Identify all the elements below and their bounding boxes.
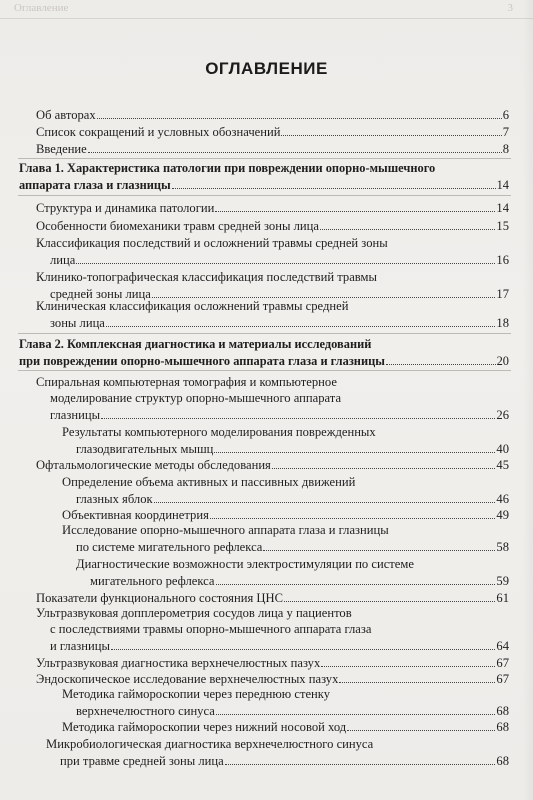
toc-entry-title: Об авторах	[36, 108, 96, 122]
toc-entry-title-line: верхнечелюстного синуса	[76, 704, 215, 718]
toc-entry-title-line: глазных яблок	[76, 492, 153, 506]
toc-page-number: 68	[496, 754, 509, 768]
page-edge-shadow	[523, 0, 533, 800]
toc-entry[interactable]	[62, 718, 509, 735]
dot-leader	[272, 456, 496, 469]
toc-entry-title: Методика гаймороскопии через нижний носовой ход	[62, 720, 347, 734]
toc-entry[interactable]	[36, 235, 509, 268]
chapter-divider	[18, 333, 511, 334]
toc-entry-title-line: Исследование опорно-мышечного аппарата глаза и глазницы	[62, 523, 389, 537]
toc-entry-title-line: зоны лица	[50, 316, 105, 330]
toc-page-number: 40	[496, 442, 509, 456]
toc-entry-title-line: глазодвигательных мышц	[76, 442, 214, 456]
toc-chapter-entry[interactable]	[19, 160, 509, 193]
toc-page-number: 58	[496, 540, 509, 554]
dot-leader	[216, 702, 496, 715]
dot-leader	[281, 123, 501, 136]
dot-leader	[111, 637, 495, 650]
toc-entry-title-line: Определение объема активных и пассивных движений	[62, 475, 356, 489]
toc-entry[interactable]	[62, 522, 509, 555]
toc-entry-title-line: Результаты компьютерного моделирования поврежденных	[62, 425, 376, 439]
toc-entry-title: Ультразвуковая диагностика верхнечелюстных пазух	[36, 656, 321, 670]
toc-entry-title: Эндоскопическое исследование верхнечелюстных пазух	[36, 672, 339, 686]
toc-chapter-title-line: аппарата глаза и глазницы	[19, 178, 171, 192]
toc-entry-title: Офтальмологические методы обследования	[36, 458, 271, 472]
toc-entry-title-line: Классификация последствий и осложнений травмы средней зоны	[36, 236, 388, 250]
toc-page-number: 68	[496, 720, 509, 734]
toc-entry[interactable]	[36, 298, 509, 331]
toc-page-number: 14	[496, 178, 509, 192]
toc-entry[interactable]	[36, 654, 509, 671]
toc-page-number: 45	[496, 458, 509, 472]
dot-leader	[172, 176, 496, 189]
toc-entry[interactable]	[36, 589, 509, 606]
toc-page-number: 16	[496, 253, 509, 267]
toc-entry[interactable]	[36, 670, 509, 687]
toc-entry[interactable]	[36, 217, 509, 234]
toc-page-number: 67	[496, 656, 509, 670]
dot-leader	[154, 490, 496, 503]
toc-page-number: 59	[496, 574, 509, 588]
toc-entry[interactable]	[36, 106, 509, 123]
toc-page-number: 7	[502, 125, 509, 139]
dot-leader	[152, 285, 496, 298]
toc-page-number: 18	[496, 316, 509, 330]
toc-entry-title-line: Диагностические возможности электростимуляции по системе	[76, 557, 414, 571]
toc-entry-title: Структура и динамика патологии	[36, 201, 215, 215]
dot-leader	[97, 106, 502, 119]
dot-leader	[263, 538, 495, 551]
toc-chapter-entry[interactable]	[19, 336, 509, 369]
chapter-divider	[18, 158, 511, 159]
dot-leader	[225, 752, 496, 765]
dot-leader	[216, 572, 496, 585]
dot-leader	[106, 314, 496, 327]
toc-entry-title: Список сокращений и условных обозначений	[36, 125, 281, 139]
toc-page-number: 8	[502, 142, 509, 156]
toc-page-number: 15	[496, 219, 509, 233]
toc-entry[interactable]	[36, 199, 509, 216]
dot-leader	[386, 352, 496, 365]
toc-entry-title: Особенности биомеханики травм средней зоны лица	[36, 219, 319, 233]
toc-entry-title: Введение	[36, 142, 87, 156]
toc-entry-title: Показатели функционального состояния ЦНС	[36, 591, 283, 605]
toc-entry-title-line: Клиническая классификация осложнений травмы средней	[36, 299, 349, 313]
dot-leader	[321, 654, 495, 667]
toc-page-number: 26	[496, 408, 509, 422]
dot-leader	[76, 251, 495, 264]
dot-leader	[320, 217, 495, 230]
toc-chapter-title-line: Глава 1. Характеристика патологии при повреждении опорно-мышечного	[19, 161, 436, 175]
toc-entry[interactable]	[62, 424, 509, 457]
toc-entry-title-line: Клинико-топографическая классификация последствий травмы	[36, 270, 377, 284]
toc-page-number: 67	[496, 672, 509, 686]
toc-page-number: 46	[496, 492, 509, 506]
toc-entry[interactable]	[62, 474, 509, 507]
toc-entry[interactable]	[36, 605, 509, 654]
dot-leader	[339, 670, 495, 683]
running-header-left: Оглавление	[14, 2, 69, 14]
toc-entry-title-line: лица	[50, 253, 76, 267]
toc-page-number: 49	[496, 508, 509, 522]
toc-entry[interactable]	[36, 140, 509, 157]
toc-entry[interactable]	[36, 456, 509, 473]
running-header-right: 3	[507, 2, 513, 14]
toc-entry-title-line: средней зоны лица	[50, 287, 151, 301]
page-title: ОГЛАВЛЕНИЕ	[205, 59, 328, 78]
toc-entry-title-line: Спиральная компьютерная томография и компьютерное	[36, 375, 337, 389]
toc-page-number: 17	[496, 287, 509, 301]
toc-entry-title: Объективная координетрия	[62, 508, 209, 522]
toc-chapter-title-line: при повреждении опорно-мышечного аппарата глаза и глазницы	[19, 354, 385, 368]
toc-page-number: 6	[502, 108, 509, 122]
dot-leader	[88, 140, 502, 153]
toc-page-number: 64	[496, 639, 509, 653]
toc-page-number: 14	[496, 201, 509, 215]
chapter-divider	[18, 195, 511, 196]
toc-entry-title-line: мигательного рефлекса	[90, 574, 215, 588]
dot-leader	[215, 199, 495, 212]
toc-entry-title-line: Ультразвуковая допплерометрия сосудов лица у пациентов	[36, 606, 352, 620]
dot-leader	[101, 406, 495, 419]
toc-entry-title-line: глазницы	[50, 408, 101, 422]
toc-entry[interactable]	[62, 686, 509, 719]
toc-entry[interactable]	[62, 506, 509, 523]
dot-leader	[214, 440, 495, 453]
toc-page-number: 61	[496, 591, 509, 605]
toc-entry-title-line: моделирование структур опорно-мышечного аппарата	[50, 391, 342, 405]
dot-leader	[210, 506, 496, 519]
chapter-divider	[18, 370, 511, 371]
toc-entry-title-line: Микробиологическая диагностика верхнечелюстного синуса	[46, 737, 374, 751]
toc-page-number: 20	[496, 354, 509, 368]
toc-entry[interactable]	[36, 374, 509, 423]
toc-entry-title-line: Методика гаймороскопии через переднюю стенку	[62, 687, 331, 701]
dot-leader	[347, 718, 495, 731]
toc-entry-title-line: с последствиями травмы опорно-мышечного аппарата глаза	[50, 622, 372, 636]
toc-page-number: 68	[496, 704, 509, 718]
page-header-strip	[0, 0, 533, 19]
toc-entry[interactable]	[46, 736, 509, 769]
toc-entry-title-line: по системе мигательного рефлекса	[76, 540, 263, 554]
toc-entry[interactable]	[76, 556, 509, 589]
toc-entry-title-line: при травме средней зоны лица	[60, 754, 224, 768]
toc-entry[interactable]	[36, 123, 509, 140]
toc-entry-title-line: и глазницы	[50, 639, 110, 653]
toc-chapter-title-line: Глава 2. Комплексная диагностика и материалы исследований	[19, 337, 372, 351]
dot-leader	[284, 589, 495, 602]
